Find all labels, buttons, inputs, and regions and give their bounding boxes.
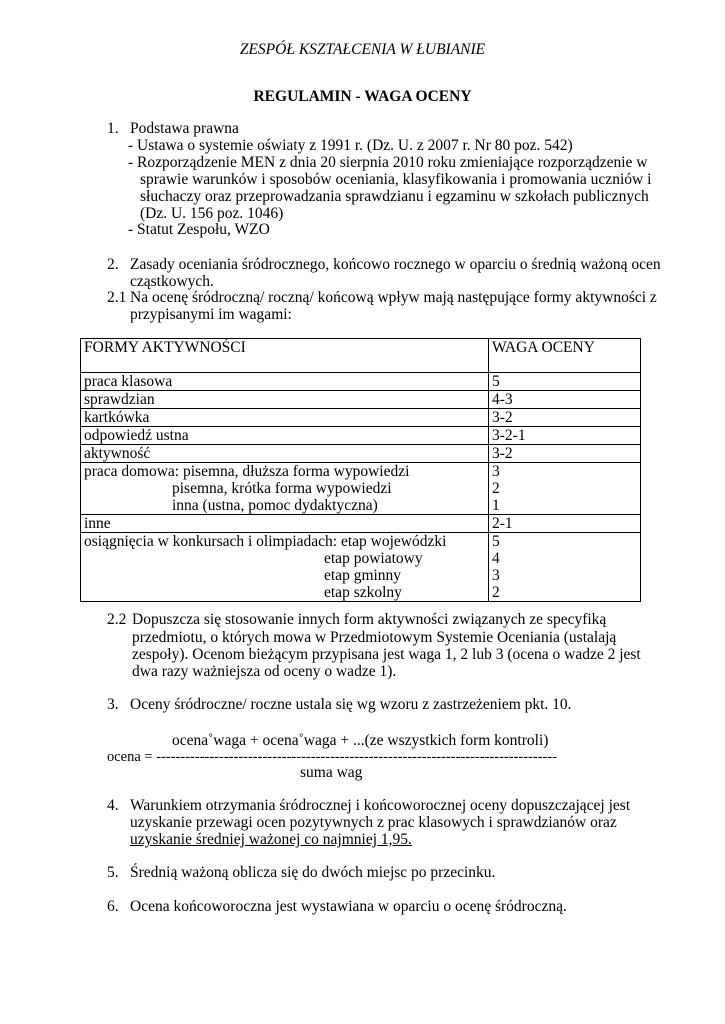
s1-line: - Rozporządzenie MEN z dnia 20 sierpnia 2010 roku zmieniające rozporządzenie w — [128, 154, 648, 171]
s6-text: Ocena końcoworoczna jest wystawiana w oparciu o ocenę śródroczną. — [130, 898, 567, 915]
s3-number: 3. — [107, 696, 119, 713]
s4-number: 4. — [107, 797, 119, 814]
form-text: osiągnięcia w konkursach i olimpiadach: etap wojewódzki — [84, 533, 447, 550]
table-row — [81, 391, 641, 409]
formula-numerator: ocena˚waga + ocena˚waga + ...(ze wszystkich form kontroli) — [172, 732, 549, 749]
s1-line: sprawie warunków i sposobów oceniania, klasyfikowania i promowania uczniów i — [140, 171, 652, 188]
form-cell — [81, 373, 489, 391]
s1-heading: Podstawa prawna — [130, 120, 239, 137]
table-header-row — [81, 339, 641, 373]
s21-number: 2.1 — [107, 289, 127, 306]
form-cell — [81, 515, 489, 533]
school-header: ZESPÓŁ KSZTAŁCENIA W ŁUBIANIE — [239, 41, 486, 58]
s22-line: Dopuszcza się stosowanie innych form aktywności związanych ze specyfiką — [132, 611, 607, 628]
weight-text: 4-3 — [492, 391, 513, 408]
form-text: praca domowa: pisemna, dłuższa forma wypowiedzi — [84, 463, 410, 480]
weight-text: 2-1 — [492, 515, 513, 532]
s22-number: 2.2 — [107, 611, 127, 628]
form-text: sprawdzian — [84, 391, 155, 408]
form-text: etap powiatowy — [324, 550, 423, 567]
form-text: etap gminny — [324, 567, 402, 584]
form-text: odpowiedź ustna — [84, 427, 189, 444]
formula-lhs: ocena = ----------------------------------------------------------------------------------- — [107, 749, 558, 765]
table-row — [81, 515, 641, 533]
s2-number: 2. — [107, 256, 119, 273]
weight-cell — [489, 391, 641, 409]
weight-cell — [489, 409, 641, 427]
s1-number: 1. — [107, 120, 119, 137]
s5-number: 5. — [107, 864, 119, 881]
s4-line: uzyskanie przewagi ocen pozytywnych z prac klasowych i sprawdzianów oraz — [130, 814, 617, 831]
table-row — [81, 409, 641, 427]
weights-table — [80, 338, 641, 602]
form-text: aktywność — [84, 445, 151, 462]
form-cell — [81, 463, 489, 515]
s1-line: - Statut Zespołu, WZO — [128, 221, 270, 238]
s3-text: Oceny śródroczne/ roczne ustala się wg wzoru z zastrzeżeniem pkt. 10. — [130, 696, 572, 713]
table-row — [81, 445, 641, 463]
form-cell — [81, 391, 489, 409]
weight-text: 5 — [492, 533, 500, 550]
table-row — [81, 373, 641, 391]
form-text: inne — [84, 515, 111, 532]
weight-text: 3-2-1 — [492, 427, 526, 444]
formula-denominator: suma wag — [300, 764, 363, 781]
form-text: pisemna, krótka forma wypowiedzi — [172, 480, 392, 497]
weight-cell — [489, 373, 641, 391]
weight-cell — [489, 533, 641, 602]
weight-cell — [489, 427, 641, 445]
s21-line: Na ocenę śródroczną/ roczną/ końcową wpływ mają następujące formy aktywności z — [130, 289, 657, 306]
form-text: inna (ustna, pomoc dydaktyczna) — [172, 497, 378, 514]
document-title: REGULAMIN - WAGA OCENY — [253, 88, 472, 105]
s1-line: (Dz. U. 156 poz. 1046) — [140, 205, 284, 222]
weight-text: 4 — [492, 550, 500, 567]
form-cell — [81, 533, 489, 602]
weight-cell — [489, 463, 641, 515]
s22-line: przedmiotu, o których mowa w Przedmiotowym Systemie Oceniania (ustalają — [132, 629, 617, 646]
s21-line: przypisanymi im wagami: — [130, 306, 292, 323]
form-cell — [81, 445, 489, 463]
form-text: etap szkolny — [324, 584, 402, 601]
s22-line: zespoły). Ocenom bieżącym przypisana jest waga 1, 2 lub 3 (ocena o wadze 2 jest — [132, 646, 641, 663]
form-text: kartkówka — [84, 409, 150, 426]
s22-line: dwa razy ważniejsza od oceny o wadze 1). — [132, 663, 397, 680]
weight-text: 3 — [492, 463, 500, 480]
weight-cell — [489, 445, 641, 463]
table-row — [81, 533, 641, 602]
s5-text: Średnią ważoną oblicza się do dwóch miejsc po przecinku. — [130, 864, 496, 881]
weight-text: 3-2 — [492, 445, 513, 462]
weight-text: 3-2 — [492, 409, 513, 426]
weight-text: 2 — [492, 584, 500, 601]
weight-text: 1 — [492, 497, 500, 514]
weight-text: 5 — [492, 373, 500, 390]
s1-line: - Ustawa o systemie oświaty z 1991 r. (Dz. U. z 2007 r. Nr 80 poz. 542) — [128, 137, 573, 154]
table-row — [81, 427, 641, 445]
form-cell — [81, 427, 489, 445]
header-forms: FORMY AKTYWNOŚCI — [81, 339, 489, 373]
form-text: praca klasowa — [84, 373, 173, 390]
header-weight: WAGA OCENY — [489, 339, 641, 373]
s4-line: uzyskanie średniej ważonej co najmniej 1,95. — [130, 831, 412, 848]
s2-line: Zasady oceniania śródrocznego, końcowo rocznego w oparciu o średnią ważoną ocen — [130, 256, 661, 273]
weight-text: 2 — [492, 480, 500, 497]
s4-line: Warunkiem otrzymania śródrocznej i końcoworocznej oceny dopuszczającej jest — [130, 797, 631, 814]
table-row — [81, 463, 641, 515]
form-cell — [81, 409, 489, 427]
s2-line: cząstkowych. — [130, 273, 214, 290]
s1-line: słuchaczy oraz przeprowadzania sprawdzianu i egzaminu w szkołach publicznych — [140, 188, 649, 205]
weight-cell — [489, 515, 641, 533]
s6-number: 6. — [107, 898, 119, 915]
weight-text: 3 — [492, 567, 500, 584]
